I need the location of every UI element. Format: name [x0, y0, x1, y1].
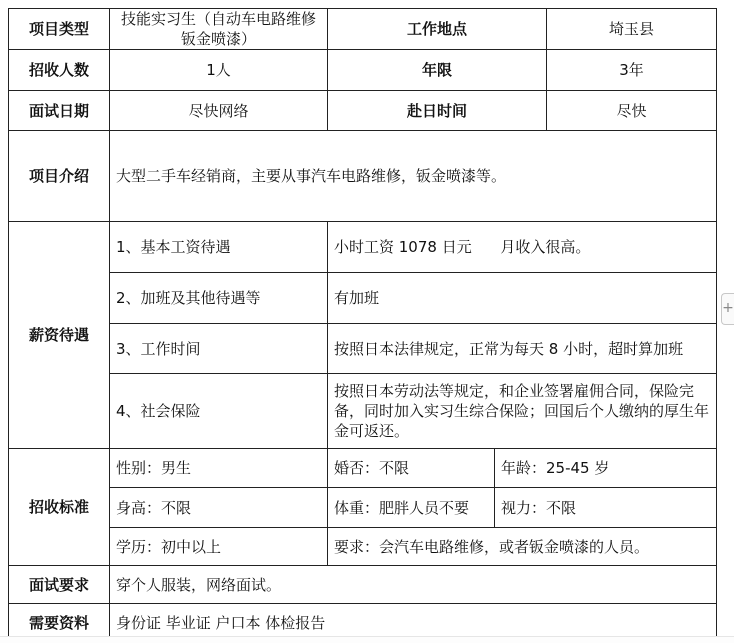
salary-item-detail: 按照日本法律规定，正常为每天 8 小时，超时算加班	[328, 324, 717, 374]
table-row	[9, 131, 717, 222]
salary-item-detail: 按照日本劳动法等规定，和企业签署雇佣合同，保险完备，同时加入实习生综合保险；回国后个人缴纳的厚生年金可返还。	[328, 374, 717, 449]
salary-item-label: 4、社会保险	[110, 374, 328, 449]
criteria-weight: 体重：肥胖人员不要	[328, 488, 495, 528]
table-row	[9, 9, 717, 50]
side-expand-handle[interactable]: +	[721, 293, 734, 325]
departure-value: 尽快	[547, 91, 717, 131]
salary-label: 薪资待遇	[9, 222, 110, 449]
job-info-table	[8, 8, 717, 642]
criteria-education: 学历：初中以上	[110, 528, 328, 566]
departure-label: 赴日时间	[328, 91, 547, 131]
table-row	[9, 528, 717, 566]
table-row	[9, 91, 717, 131]
salary-item-label: 1、基本工资待遇	[110, 222, 328, 273]
table-row	[9, 222, 717, 273]
table-row	[9, 273, 717, 324]
criteria-vision: 视力：不限	[495, 488, 717, 528]
criteria-marriage: 婚否：不限	[328, 449, 495, 488]
documents-label: 需要资料	[9, 604, 110, 642]
table-row	[9, 566, 717, 604]
documents-text: 身份证 毕业证 户口本 体检报告	[110, 604, 717, 642]
work-place-value: 埼玉县	[547, 9, 717, 50]
interview-date-label: 面试日期	[9, 91, 110, 131]
intro-label: 项目介绍	[9, 131, 110, 222]
interview-date-value: 尽快网络	[110, 91, 328, 131]
interview-requirement-text: 穿个人服装，网络面试。	[110, 566, 717, 604]
intro-text: 大型二手车经销商，主要从事汽车电路维修，钣金喷漆等。	[110, 131, 717, 222]
table-row	[9, 488, 717, 528]
table-row	[9, 324, 717, 374]
salary-item-detail: 有加班	[328, 273, 717, 324]
criteria-gender: 性别：男生	[110, 449, 328, 488]
table-row	[9, 374, 717, 449]
headcount-label: 招收人数	[9, 50, 110, 91]
table-row	[9, 449, 717, 488]
criteria-height: 身高：不限	[110, 488, 328, 528]
interview-requirement-label: 面试要求	[9, 566, 110, 604]
term-value: 3年	[547, 50, 717, 91]
salary-item-detail: 小时工资 1078 日元 月收入很高。	[328, 222, 717, 273]
headcount-value: 1人	[110, 50, 328, 91]
project-type-label: 项目类型	[9, 9, 110, 50]
salary-item-label: 2、加班及其他待遇等	[110, 273, 328, 324]
criteria-label: 招收标准	[9, 449, 110, 566]
criteria-requirement: 要求：会汽车电路维修，或者钣金喷漆的人员。	[328, 528, 717, 566]
table-row	[9, 50, 717, 91]
work-place-label: 工作地点	[328, 9, 547, 50]
project-type-value: 技能实习生（自动车电路维修钣金喷漆）	[110, 9, 328, 50]
salary-item-label: 3、工作时间	[110, 324, 328, 374]
term-label: 年限	[328, 50, 547, 91]
criteria-age: 年龄：25-45 岁	[495, 449, 717, 488]
